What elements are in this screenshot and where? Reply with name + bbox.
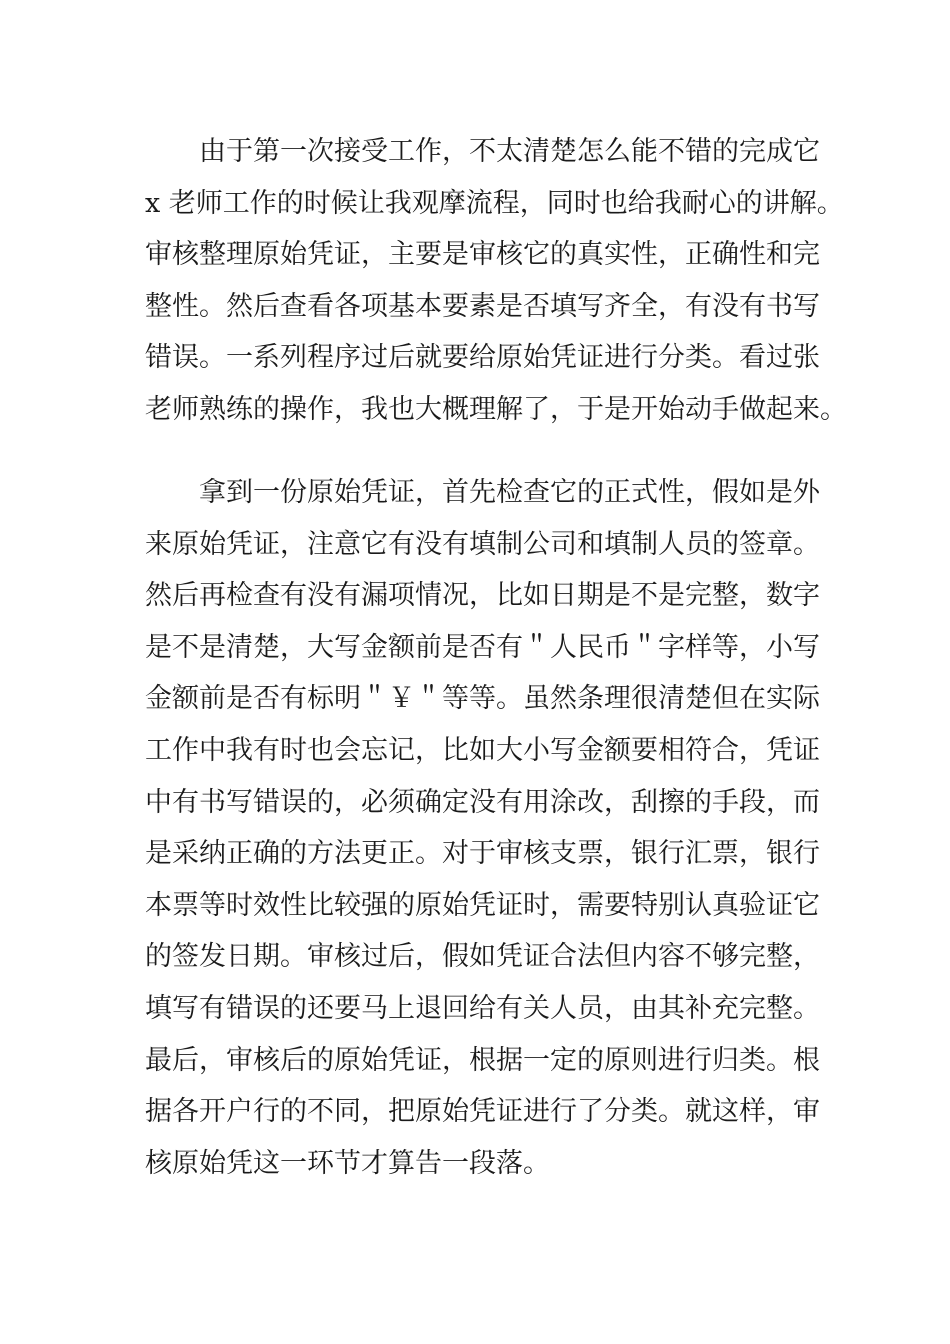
paragraph-line: 金额前是否有标明＂￥＂等等。虽然条理很清楚但在实际 xyxy=(145,683,820,715)
paragraph-line: 本票等时效性比较强的原始凭证时，需要特别认真验证它 xyxy=(145,889,820,921)
paragraph-line: x 老师工作的时候让我观摩流程，同时也给我耐心的讲解。 xyxy=(145,187,844,219)
paragraph-line: 工作中我有时也会忘记，比如大小写金额要相符合，凭证 xyxy=(145,734,820,766)
paragraph-line: 来原始凭证，注意它有没有填制公司和填制人员的签章。 xyxy=(145,528,820,560)
paragraph-line: 整性。然后查看各项基本要素是否填写齐全，有没有书写 xyxy=(145,290,820,322)
paragraph-line: 的签发日期。审核过后，假如凭证合法但内容不够完整， xyxy=(145,941,820,973)
paragraph-line: 由于第一次接受工作，不太清楚怎么能不错的完成它 xyxy=(199,136,820,167)
paragraph-line: 是采纳正确的方法更正。对于审核支票，银行汇票，银行 xyxy=(145,838,820,870)
paragraph-line: 然后再检查有没有漏项情况，比如日期是不是完整，数字 xyxy=(145,580,820,612)
paragraph-2 xyxy=(145,467,820,1189)
paragraph-line: 老师熟练的操作，我也大概理解了，于是开始动手做起来。 xyxy=(145,393,847,425)
paragraph-line: 审核整理原始凭证，主要是审核它的真实性，正确性和完 xyxy=(145,239,820,271)
paragraph-line: 错误。一系列程序过后就要给原始凭证进行分类。看过张 xyxy=(145,342,820,374)
paragraph-line: 是不是清楚，大写金额前是否有＂人民币＂字样等，小写 xyxy=(145,631,820,663)
paragraph-line: 填写有错误的还要马上退回给有关人员，由其补充完整。 xyxy=(145,992,820,1024)
paragraph-line: 最后，审核后的原始凭证，根据一定的原则进行归类。根 xyxy=(145,1044,820,1076)
paragraph-line: 拿到一份原始凭证，首先检查它的正式性，假如是外 xyxy=(199,477,820,508)
paragraph-line: 核原始凭这一环节才算告一段落。 xyxy=(145,1147,550,1179)
paragraph-line: 据各开户行的不同，把原始凭证进行了分类。就这样，审 xyxy=(145,1096,820,1128)
paragraph-line: 中有书写错误的，必须确定没有用涂改，刮擦的手段，而 xyxy=(145,786,820,818)
paragraph-1 xyxy=(145,126,847,436)
